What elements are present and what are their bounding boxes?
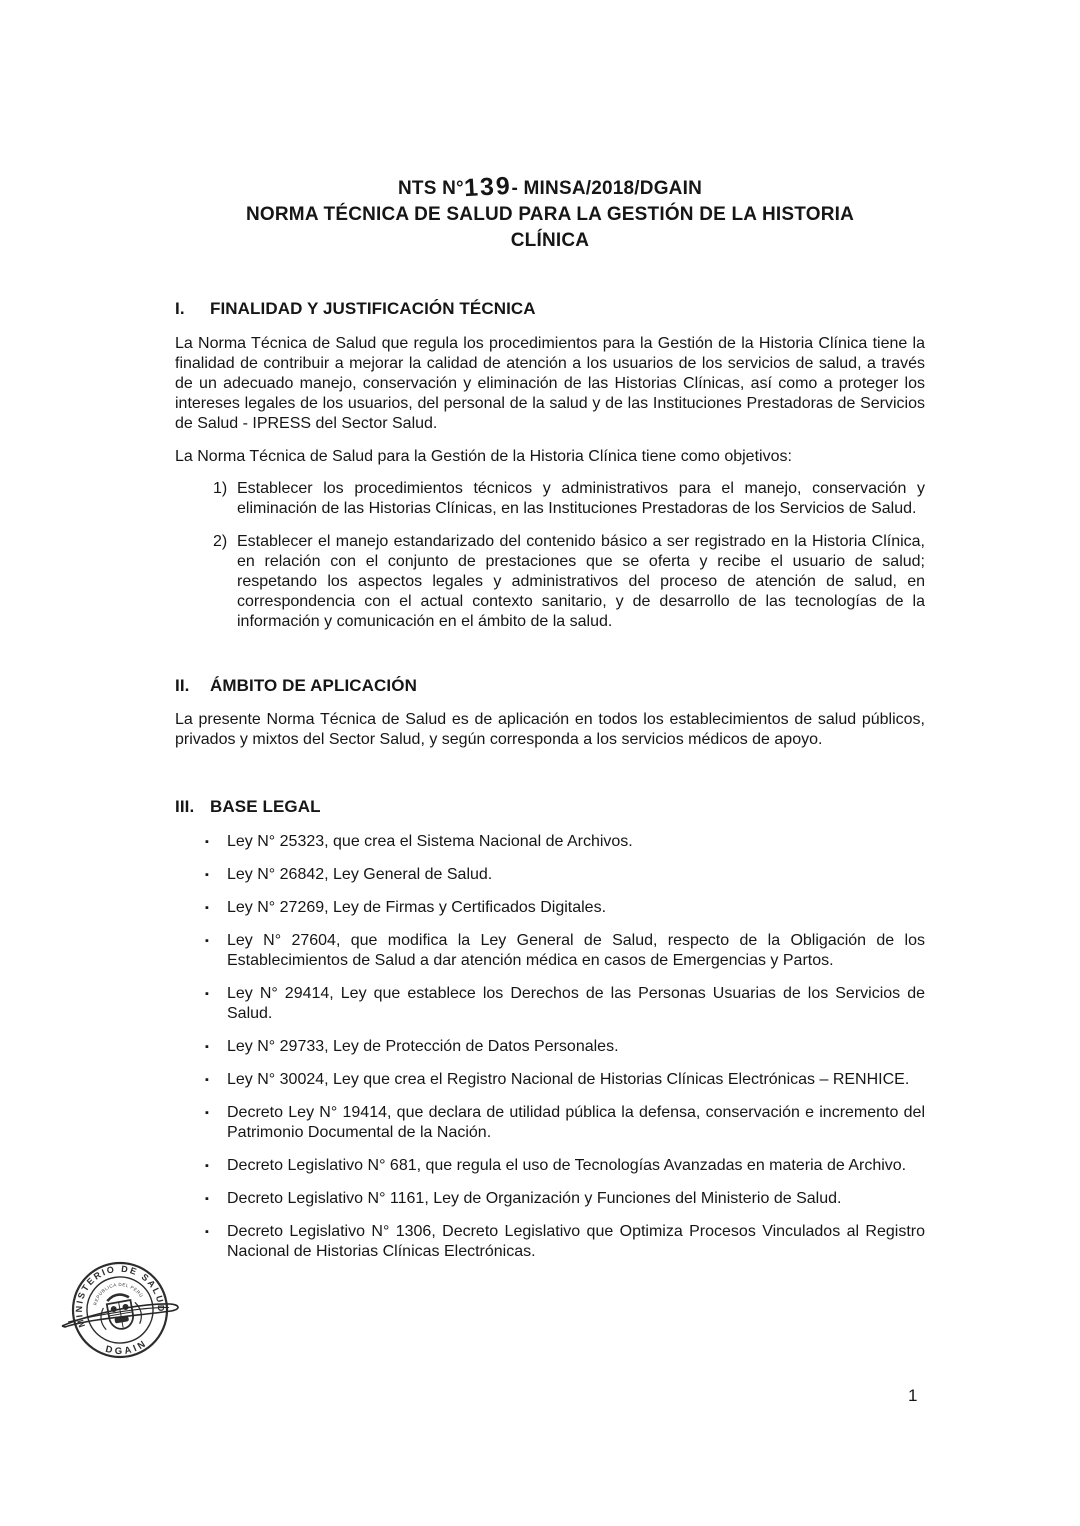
legal-base-item [175,1189,925,1209]
legal-base-item [175,1070,925,1090]
ministry-of-health-seal [48,1238,198,1390]
bullet-square-icon: ▪ [205,988,209,1000]
section-heading-label: ÁMBITO DE APLICACIÓN [210,676,417,695]
title-nts-suffix: - MINSA/2018/DGAIN [511,178,702,199]
numbered-list-item [175,532,925,632]
item-text: Decreto Ley N° 19414, que declara de utilidad pública la defensa, conservación e incremento del Patrimonio Documental de la Nación. [227,1104,925,1141]
title-nts-prefix: NTS N° [397,178,464,199]
legal-base-item [175,832,925,852]
item-text: Ley N° 29733, Ley de Protección de Datos Personales. [227,1038,619,1055]
item-text: Ley N° 26842, Ley General de Salud. [227,866,493,883]
seal-ring-top-text: MINISTERIO DE SALUD [73,1263,167,1329]
section-heading-label: FINALIDAD Y JUSTIFICACIÓN TÉCNICA [210,299,536,318]
section-heading-finalidad [175,298,925,319]
paragraph: La Norma Técnica de Salud para la Gestión de la Historia Clínica tiene como objetivos: [175,448,792,465]
section-heading-base-legal [175,796,925,817]
bullet-square-icon: ▪ [205,869,209,881]
title-line-3: CLÍNICA [510,230,590,251]
item-marker: 1) [213,480,228,497]
bullet-square-icon: ▪ [205,902,209,914]
item-text: Decreto Legislativo N° 1161, Ley de Organización y Funciones del Ministerio de Salud. [227,1190,842,1207]
legal-base-item [175,1156,925,1176]
bullet-square-icon: ▪ [205,1074,209,1086]
item-text: Ley N° 27604, que modifica la Ley General de Salud, respecto de la Obligación de los Establecimientos de Salud a dar atención médica en casos de Emergencias y Partos. [227,932,925,969]
bullet-square-icon: ▪ [205,836,209,848]
section-numeral: I. [175,299,185,318]
item-text: Ley N° 29414, Ley que establece los Derechos de las Personas Usuarias de los Servicios de Salud. [227,985,925,1022]
seal-ring-bottom-text: DGAIN [104,1337,151,1358]
item-text: Ley N° 27269, Ley de Firmas y Certificados Digitales. [227,899,607,916]
legal-base-item [175,1037,925,1057]
bullet-square-icon: ▪ [205,1041,209,1053]
section-heading-label: BASE LEGAL [210,797,321,816]
item-text: Ley N° 25323, que crea el Sistema Nacional de Archivos. [227,833,633,850]
section-heading-ambito [175,675,925,696]
bullet-square-icon: ▪ [205,1107,209,1119]
item-text: Establecer el manejo estandarizado del contenido básico a ser registrado en la Historia Clínica, en relación con el conjunto de prestaciones que se oferta y recibe el usuario de salud; respetando los aspectos legales y administrativos del proceso de atención de salud, en correspondencia con el actual contexto sanitario, y de desarrollo de las tecnologías de la información y comunicación en el ámbito de la salud. [237,533,925,630]
item-text: Ley N° 30024, Ley que crea el Registro Nacional de Historias Clínicas Electrónicas – RENHICE. [227,1071,910,1088]
bullet-square-icon: ▪ [205,935,209,947]
document-content [175,0,925,1262]
numbered-list-item [175,479,925,519]
title-line-2: NORMA TÉCNICA DE SALUD PARA LA GESTIÓN DE LA HISTORIA [245,204,855,225]
item-text: Decreto Legislativo N° 681, que regula el uso de Tecnologías Avanzadas en materia de Archivo. [227,1157,907,1174]
paragraph: La presente Norma Técnica de Salud es de aplicación en todos los establecimientos de salud públicos, privados y mixtos del Sector Salud, y según corresponda a los servicios médicos de apoyo. [175,711,925,748]
item-text: Establecer los procedimientos técnicos y administrativos para el manejo, conservación y eliminación de las Historias Clínicas, en las Instituciones Prestadoras de los Servicios de Salud. [237,480,925,517]
legal-base-item [175,898,925,918]
legal-base-item [175,1222,925,1262]
legal-base-item [175,865,925,885]
item-text: Decreto Legislativo N° 1306, Decreto Legislativo que Optimiza Procesos Vinculados al Registro Nacional de Historias Clínicas Electrónicas. [227,1223,925,1260]
bullet-square-icon: ▪ [205,1193,209,1205]
bullet-square-icon: ▪ [205,1160,209,1172]
handwritten-norm-number: 139 [463,171,513,203]
section-numeral: II. [175,676,190,695]
page-number: 1 [908,1386,918,1405]
title-line-1 [175,171,925,203]
legal-base-item [175,931,925,971]
legal-base-item [175,1103,925,1143]
bullet-square-icon: ▪ [205,1226,209,1238]
legal-base-item [175,984,925,1024]
item-marker: 2) [213,533,228,550]
document-title [175,171,925,254]
paragraph: La Norma Técnica de Salud que regula los procedimientos para la Gestión de la Historia Clínica tiene la finalidad de contribuir a mejorar la calidad de atención a los usuarios de los servicios de salud, a través de un adecuado manejo, conservación y eliminación de las Historias Clínicas, así como a proteger los intereses legales de los usuarios, del personal de la salud y de las Instituciones Prestadoras de Servicios de Salud - IPRESS del Sector Salud. [175,335,925,432]
seal-inner-arc-text: REPÚBLICA DEL PERÚ [92,1282,145,1306]
section-numeral: III. [175,797,195,816]
